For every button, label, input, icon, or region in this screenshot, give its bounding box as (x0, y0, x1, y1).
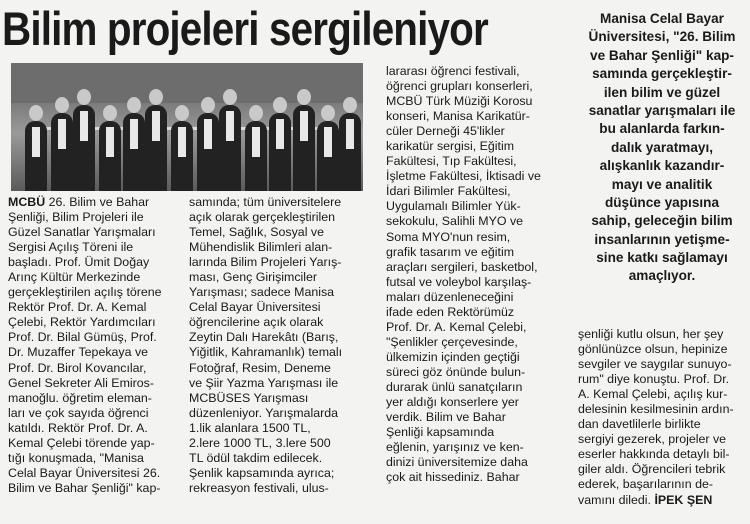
text-line: düşünce yapısına (604, 194, 720, 210)
text-line: Şenliği kapsamında (386, 425, 495, 440)
text-fragment: 26. Bilim ve Bahar (45, 195, 150, 209)
text-line: Genel Sekreter Ali Emiros- (8, 375, 154, 390)
text-line: sanatlar yarışmaları ile (588, 102, 736, 118)
text-line: Şenlik kapsamında ayrıca; (189, 465, 335, 480)
text-line: bu alanlarda farkın- (599, 121, 725, 137)
text-line: katıldı. Rektör Prof. Dr. A. (8, 420, 148, 435)
text-line: futsal ve voleybol karşılaş- (386, 274, 532, 289)
text-line (8, 195, 178, 210)
text-line: Çelebi, Rektör Yardımcıları (8, 315, 156, 330)
text-line: Bilim ve Bahar Şenliği" kap- (8, 480, 161, 495)
text-line: A. Kemal Çelebi, açılış kur- (578, 387, 728, 402)
text-line: alışkanlık kazandır- (599, 158, 725, 174)
article-column-2 (189, 195, 369, 496)
text-line: ması, Genç Girişimciler (189, 270, 318, 285)
text-line: 2.lere 1000 TL, 3.lere 500 (189, 435, 331, 450)
text-line: Şenliği, Bilim Projeleri ile (8, 210, 144, 225)
text-line: açık olarak gerçekleştirilen (189, 210, 335, 225)
author-name: İPEK ŞEN (651, 492, 713, 507)
text-line: grafik tasarım ve eğitim (386, 244, 515, 259)
text-line: maları düzenleneceğini (386, 289, 514, 304)
text-line: samında gerçekleştir- (592, 66, 732, 82)
text-line: sine katkı sağlamayı (596, 250, 728, 266)
text-line: Prof. Dr. A. Kemal Çelebi, (386, 319, 527, 334)
text-line: ifade eden Rektörümüz (386, 304, 515, 319)
text-line: dan davetlilerle birlikte (578, 417, 701, 432)
text-line: sevgiler ve saygılar sunuyo- (578, 357, 732, 372)
text-line: öğrenci grupları konserleri, (386, 79, 533, 94)
text-line: Zeytin Dalı Harekâtı (Barış, (189, 330, 339, 345)
text-line: Dr. Muzaffer Tepekaya ve (8, 345, 149, 360)
text-line: İşletme Fakültesi, İktisadi ve (386, 169, 541, 184)
text-line: MCBÜ Türk Müziği Korosu (386, 94, 533, 109)
text-line: larında Bilim Projeleri Yarış- (189, 255, 342, 270)
text-line: dinizi üniversitemize daha (386, 455, 528, 470)
byline-source: MCBÜ (8, 195, 46, 209)
text-line: rum" diye konuştu. Prof. Dr. (578, 372, 730, 387)
text-line: ve Şiir Yazma Yarışması ile (189, 375, 339, 390)
text-line: sergiyi gezerek, projeler ve (578, 432, 727, 447)
text-line: Yarışması; sadece Manisa (189, 285, 335, 300)
text-line: başladı. Prof. Ümit Doğay (8, 255, 150, 270)
text-line: lararası öğrenci festivali, (386, 64, 520, 78)
text-line: eserler hakkında detaylı bil- (578, 447, 730, 462)
text-line: ederek, başarılarının de- (578, 477, 713, 492)
pull-quote (574, 10, 750, 286)
text-line: Fakültesi, Tıp Fakültesi, (386, 154, 517, 169)
text-line: amaçlıyor. (628, 268, 696, 284)
text-line: ilen bilim ve güzel (603, 84, 721, 100)
text-line: konseri, Manisa Karikatür- (386, 109, 530, 124)
text-line: öğrencilerine açık olarak (189, 315, 324, 330)
text-line: gönlünüzce olsun, hepinize (578, 342, 728, 357)
text-line: TL ödül takdim edilecek. (189, 450, 323, 465)
text-line: araçları sergileri, basketbol, (386, 259, 538, 274)
text-line: düzenleniyor. Yarışmalarda (189, 405, 339, 420)
text-line: samında; tüm üniversitelere (189, 195, 342, 209)
text-line: Mühendislik Bilimleri alan- (189, 240, 333, 255)
text-line: 1.lik alanlara 1500 TL, (189, 420, 311, 435)
text-line: yer aldığı konserlere yer (386, 395, 519, 410)
text-line: çok ait hissediniz. Bahar (386, 470, 520, 485)
text-line: verdik. Bilim ve Bahar (386, 410, 506, 425)
text-line: süreci göz önünde bulun- (386, 364, 526, 379)
text-line: ülkemizin içinden geçtiği (386, 349, 520, 364)
text-line: karikatür sergisi, Eğitim (386, 139, 515, 154)
text-line: rekreasyon festivali, ulus- (189, 480, 329, 495)
text-line: manoğlu. öğretim eleman- (8, 390, 152, 405)
text-line: Temel, Sağlık, Sosyal ve (189, 225, 324, 240)
text-line: eğlenin, yarışınız ve ken- (386, 440, 524, 455)
text-line: Prof. Dr. Bilal Gümüş, Prof. (8, 330, 157, 345)
headline: Bilim projeleri sergileniyor (2, 2, 488, 55)
text-line: sahip, geleceğin bilim (591, 213, 733, 229)
text-line: gerçekleştirilen açılış törene (8, 285, 162, 300)
text-line: vamını diledi. İPEK ŞEN (578, 492, 713, 507)
news-photo (11, 63, 363, 191)
text-line: durarak ünlü sanatçıların (386, 379, 523, 394)
text-line: Rektör Prof. Dr. A. Kemal (8, 300, 147, 315)
text-line: Kemal Çelebi törende yap- (8, 435, 155, 450)
text-line: Manisa Celal Bayar (600, 11, 724, 26)
text-line: Celal Bayar Üniversitesi (189, 300, 321, 315)
text-line: Yiğitlik, Kahramanlık) temalı (189, 345, 343, 360)
text-line: Sergisi Açılış Töreni ile (8, 240, 134, 255)
text-line: dalık yaratmayı, (610, 139, 713, 155)
article-column-4 (578, 327, 746, 508)
text-line: "Şenlikler çerçevesinde, (386, 334, 518, 349)
text-line: ve Bahar Şenliği" kap- (590, 47, 734, 63)
text-line: Arınç Kültür Merkezinde (8, 270, 141, 285)
text-line: Soma MYO'nun resim, (386, 229, 511, 244)
text-line: mayı ve analitik (611, 176, 713, 192)
text-line: ları ve çok sayıda öğrenci (8, 405, 149, 420)
text-line: Güzel Sanatlar Yarışmaları (8, 225, 156, 240)
text-line: şenliği kutlu olsun, her şey (578, 327, 724, 341)
article-column-3 (386, 64, 561, 485)
text-line: Prof. Dr. Birol Kovancılar, (8, 360, 147, 375)
text-line: Fotoğraf, Resim, Deneme (189, 360, 331, 375)
text-line: sekokulu, Salihli MYO ve (386, 214, 524, 229)
text-line: cüler Derneği 45'likler (386, 124, 505, 139)
text-line: İdari Bilimler Fakültesi, (386, 184, 511, 199)
text-line: insanlarının yetişme- (594, 231, 730, 247)
text-line: delesinin kesilmesinin ardın- (578, 402, 734, 417)
article-column-1 (8, 195, 178, 496)
text-line: MCBÜSES Yarışması (189, 390, 309, 405)
text-line: Celal Bayar Üniversitesi 26. (8, 465, 161, 480)
text-line: Üniversitesi, "26. Bilim (588, 29, 736, 45)
text-line: tığı konuşmada, "Manisa (8, 450, 144, 465)
text-line: giler aldı. Öğrencileri tebrik (578, 462, 726, 477)
text-line: Uygulamalı Bilimler Yük- (386, 199, 521, 214)
